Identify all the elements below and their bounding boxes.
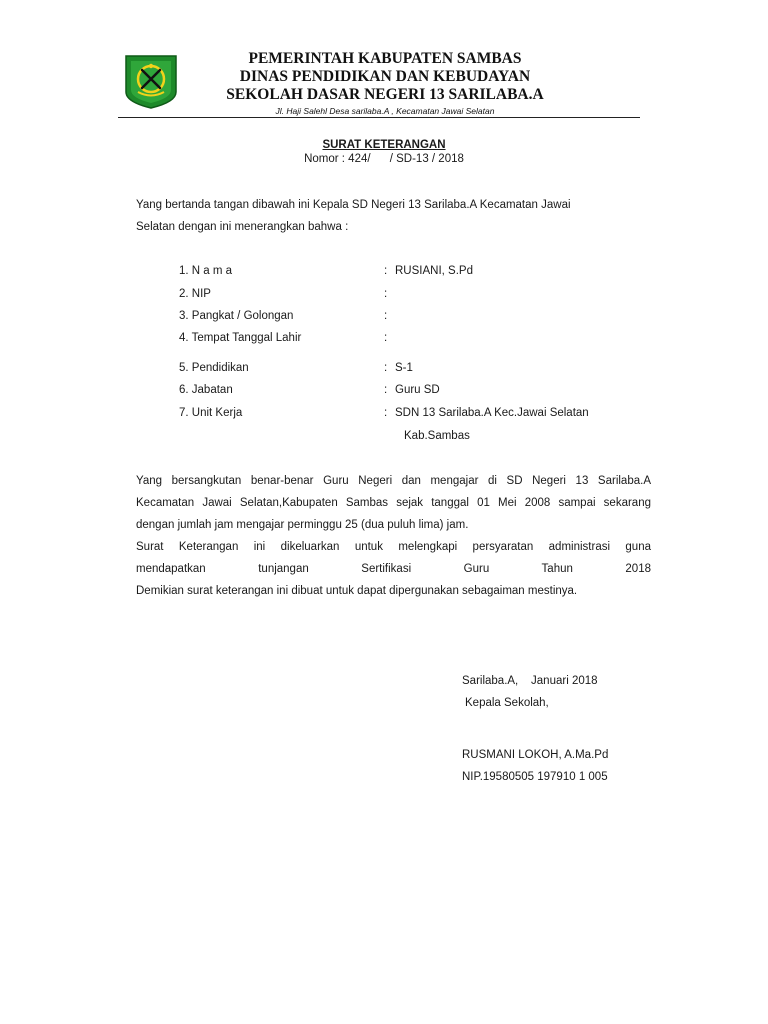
field-value: SDN 13 Sarilaba.A Kec.Jawai Selatan <box>395 407 589 419</box>
signature-place-date: Sarilaba.A, Januari 2018 <box>462 675 598 687</box>
field-row-nama <box>179 264 619 278</box>
field-colon: : <box>384 310 388 322</box>
field-colon: : <box>384 288 388 300</box>
letter-heading: SURAT KETERANGAN <box>322 139 446 151</box>
field-colon: : <box>384 265 388 277</box>
body-p1-line2: Kecamatan Jawai Selatan,Kabupaten Sambas sejak tanggal 01 Mei 2008 sampai sekarang <box>136 497 651 509</box>
field-row-pangkat <box>179 309 619 323</box>
letterhead-government: PEMERINTAH KABUPATEN SAMBAS <box>248 50 522 67</box>
field-row-ttl <box>179 331 619 345</box>
body-p2-line2: mendapatkan tunjangan Sertifikasi Guru Tahun 2018 <box>136 563 651 575</box>
signature-name: RUSMANI LOKOH, A.Ma.Pd <box>462 749 609 761</box>
letterhead-school: SEKOLAH DASAR NEGERI 13 SARILABA.A <box>226 86 544 103</box>
signature-nip: NIP.19580505 197910 1 005 <box>462 771 608 783</box>
field-colon: : <box>384 332 388 344</box>
unit-kerja-continuation: Kab.Sambas <box>404 430 470 442</box>
field-row-jabatan <box>179 383 619 397</box>
letterhead <box>185 50 585 117</box>
field-row-unit-kerja <box>179 406 619 420</box>
letter-number: Nomor : 424/ / SD-13 / 2018 <box>304 153 464 165</box>
body-p1-line3: dengan jumlah jam mengajar perminggu 25 (dua puluh lima) jam. <box>136 519 469 531</box>
signature-position: Kepala Sekolah, <box>465 697 549 709</box>
intro-line-2: Selatan dengan ini menerangkan bahwa : <box>136 221 349 233</box>
field-value: Guru SD <box>395 384 440 396</box>
field-colon: : <box>384 384 388 396</box>
regency-emblem-icon <box>122 52 180 110</box>
body-p2-line1: Surat Keterangan ini dikeluarkan untuk melengkapi persyaratan administrasi guna <box>136 541 651 553</box>
letterhead-address: Jl. Haji Salehl Desa sarilaba.A , Kecamatan Jawai Selatan <box>275 106 495 116</box>
letterhead-department: DINAS PENDIDIKAN DAN KEBUDAYAN <box>239 68 531 85</box>
field-value: S-1 <box>395 362 413 374</box>
field-colon: : <box>384 407 388 419</box>
body-p1-line1: Yang bersangkutan benar-benar Guru Negeri dan mengajar di SD Negeri 13 Sarilaba.A <box>136 475 651 487</box>
field-row-nip <box>179 287 619 301</box>
body-p3-line1: Demikian surat keterangan ini dibuat untuk dapat dipergunakan sebagaiman mestinya. <box>136 585 578 597</box>
field-label: 6. Jabatan <box>179 384 233 396</box>
field-value: RUSIANI, S.Pd <box>395 265 473 277</box>
field-colon: : <box>384 362 388 374</box>
field-label: 5. Pendidikan <box>179 362 249 374</box>
intro-line-1: Yang bertanda tangan dibawah ini Kepala SD Negeri 13 Sarilaba.A Kecamatan Jawai <box>136 199 571 211</box>
letterhead-divider <box>118 117 640 118</box>
field-label: 7. Unit Kerja <box>179 407 243 419</box>
field-label: 3. Pangkat / Golongan <box>179 310 294 322</box>
field-label: 4. Tempat Tanggal Lahir <box>179 332 302 344</box>
letter-title <box>0 138 768 166</box>
field-row-pendidikan <box>179 361 619 375</box>
field-label: 2. NIP <box>179 288 211 300</box>
field-label: 1. N a m a <box>179 265 233 277</box>
